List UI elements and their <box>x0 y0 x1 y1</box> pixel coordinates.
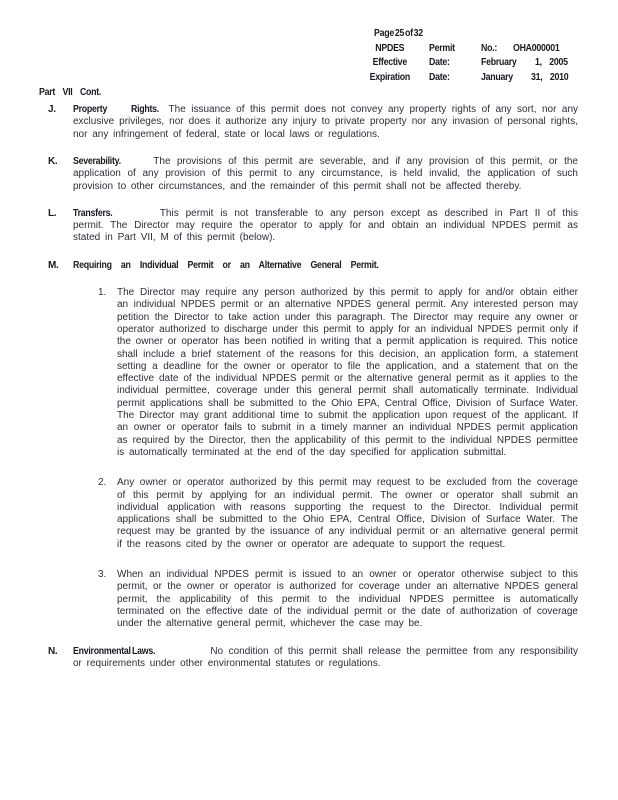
list-item-1 <box>98 287 578 459</box>
section-j-heading-1: Property <box>73 104 108 116</box>
section-l-heading: Transfers. <box>73 207 113 219</box>
section-j-letter: J. <box>48 104 56 116</box>
section-j <box>48 104 578 141</box>
list-item-3-text: When an individual NPDES permit is issued to an owner or operator otherwise subject to this permit, or the owner or operator is authorized for coverage under an alternative NPDES general permit, the applicability of this permit to the individual NPDES permittee is automatically terminated on the effective date of the individual permit or the date of authorization of coverage under the alternative general permit, whichever the case may be. <box>117 569 578 630</box>
section-k-paragraph <box>73 156 578 193</box>
expiration-date-row <box>359 71 578 86</box>
document-body <box>39 104 578 670</box>
section-j-heading-2: Rights. <box>130 104 159 116</box>
section-m <box>48 260 578 631</box>
section-n <box>48 646 578 671</box>
section-n-paragraph <box>73 646 578 671</box>
permit-number-value: No.: OHA000001 <box>481 42 560 54</box>
section-j-text: The issuance of this permit does not convey any property rights of any sort, nor any exclusive privileges, nor does it authorize any injury to private property nor any invasion of personal rights, nor any infringement of federal, state or local laws or regulations. <box>73 104 578 140</box>
section-l-paragraph <box>73 208 578 245</box>
list-item-1-number: 1. <box>98 287 107 299</box>
section-l <box>48 208 578 245</box>
effective-date-label: Date: <box>429 57 450 69</box>
list-item-2-number: 2. <box>98 477 107 489</box>
list-item-2 <box>98 477 578 551</box>
effective-label: Effective <box>372 57 407 69</box>
section-l-text: This permit is not transferable to any person except as described in Part II of this permit. The Director may require the operator to apply for and obtain an individual NPDES permit as stated in Part VII, M of this permit (below). <box>73 207 578 244</box>
list-item-2-text: Any owner or operator authorized by this permit may request to be excluded from the coverage of this permit by applying for an individual permit. The owner or operator shall submit an individual application with reasons supporting the request to the Director. Individual permit applications shall be submitted to the Ohio EPA, Central Office, Division of Surface Water. The request may be granted by the issuance of any individual permit or an alternative general permit if the reasons cited by the owner or operator are adequate to support the request. <box>117 477 578 550</box>
expiration-label: Expiration <box>369 72 410 84</box>
list-item-3-number: 3. <box>98 569 107 581</box>
effective-date-value: February 1, 2005 <box>481 57 569 69</box>
section-m-letter: M. <box>48 259 59 271</box>
section-l-letter: L. <box>48 207 57 219</box>
list-item-3 <box>98 569 578 630</box>
permit-label-2: Permit <box>429 42 455 54</box>
page-header <box>359 27 578 86</box>
section-n-text: No condition of this permit shall release the permittee from any responsibility or requirements under other environmental statutes or regulations. <box>73 645 578 669</box>
section-k-text: The provisions of this permit are severable, and if any provision of this permit, or the application of any provision of this permit to any circumstance, is held invalid, the application of such provision to other circumstances, and the remainder of this permit shall not be affected thereby. <box>73 156 578 192</box>
effective-date-row <box>359 56 578 71</box>
permit-number-row <box>359 42 578 57</box>
section-m-items <box>73 287 578 630</box>
section-n-letter: N. <box>48 645 58 657</box>
expiration-date-label: Date: <box>429 72 450 84</box>
section-k <box>48 156 578 193</box>
section-m-heading: Requiring an Individual Permit or an Alternative General Permit. <box>73 259 379 271</box>
section-n-heading: Environmental Laws. <box>73 645 156 657</box>
section-m-body <box>73 260 578 631</box>
section-k-letter: K. <box>48 156 58 167</box>
section-k-heading: Severability. <box>73 156 121 167</box>
page-number <box>359 27 578 42</box>
list-item-1-text: The Director may require any person authorized by this permit to apply for and/or obtain either an individual NPDES permit or an alternative NPDES general permit. Any interested person may petition the Director to take action under this paragraph. The Director may require any owner or operator authorized to discharge under this permit to apply for an individual NPDES permit only if the owner or operator has been notified in writing that a permit application is required. This notice shall include a brief statement of the reasons for this decision, an application form, a statement setting a deadline for the owner or operator to file the application, and a statement that on the effective date of the individual NPDES permit or the alternative general permit as it applies to the individual permittee, coverage under this general permit shall automatically terminate. Individual permit applications shall be submitted to the Ohio EPA, Central Office, Division of Surface Water. The Director may grant additional time to submit the application upon request of the applicant. If an owner or operator fails to submit in a timely manner an individual NPDES permit application as required by the Director, then the applicability of this permit to the individual NPDES permittee is automatically terminated at the end of the day specified for application submittal. <box>117 287 578 458</box>
section-j-paragraph <box>73 104 578 141</box>
part-label: Part VII Cont. <box>39 86 102 98</box>
page-number-text: Page 25 of 32 <box>374 28 423 39</box>
permit-label: NPDES <box>375 42 405 54</box>
expiration-date-value: January 31, 2010 <box>481 72 569 84</box>
